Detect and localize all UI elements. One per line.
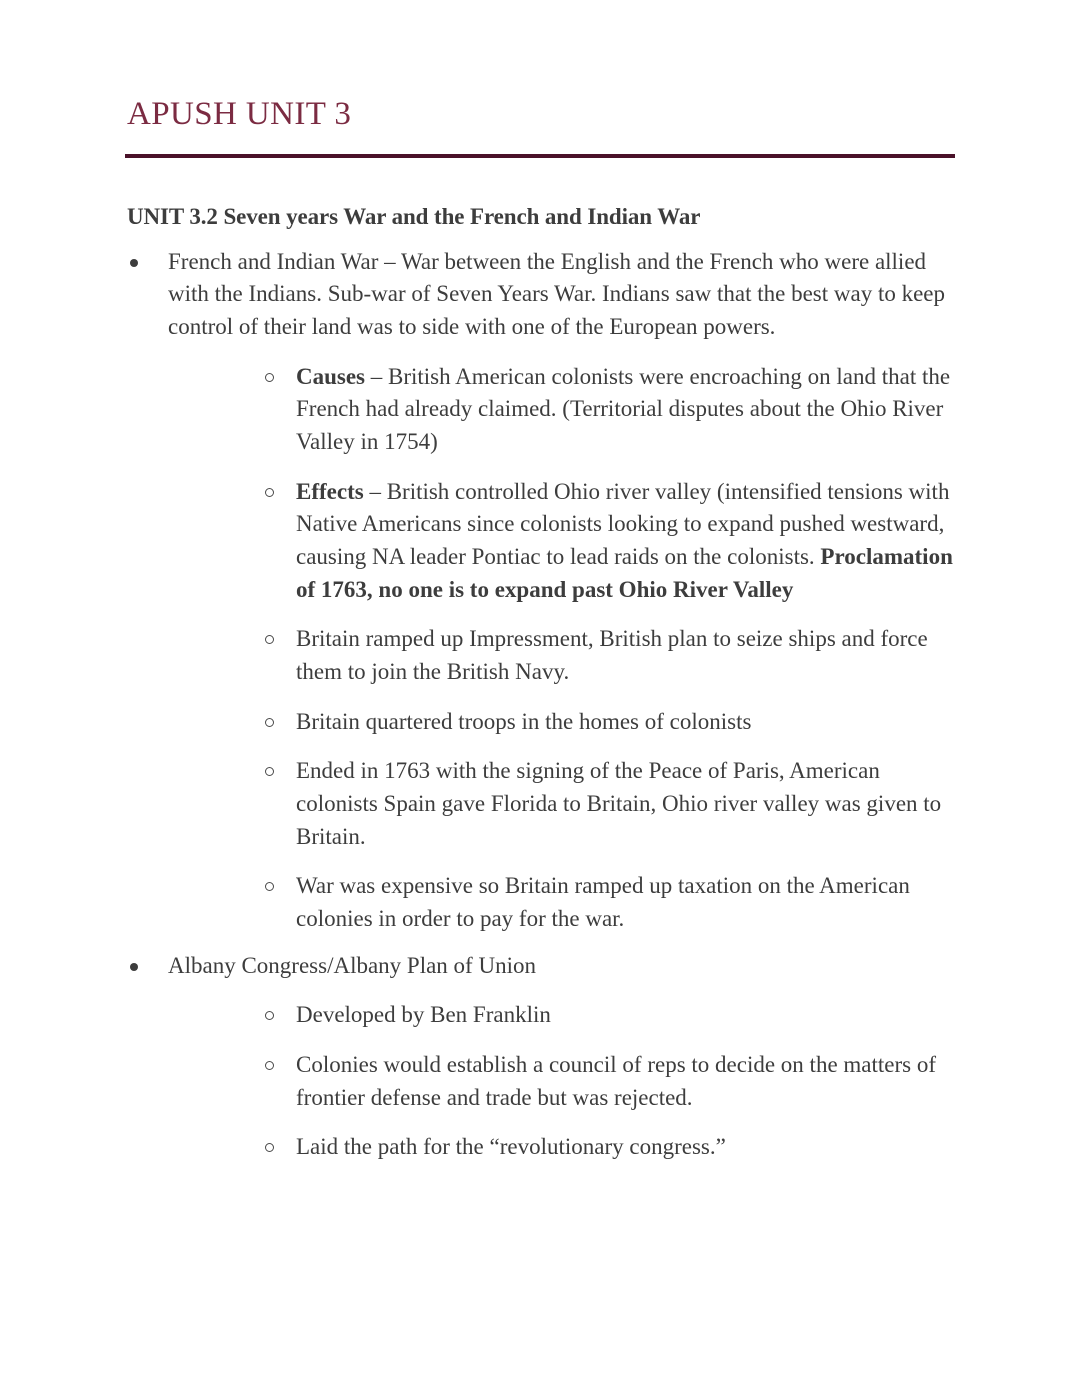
list-item [243,1131,957,1164]
section-heading: UNIT 3.2 Seven years War and the French and Indian War [127,203,701,229]
sub-item-text: Colonies would establish a council of reps to decide on the matters of frontier defense and trade but was rejected. [296,1051,937,1110]
list-item [243,623,957,688]
document-body [125,96,957,1164]
list-item [243,706,957,739]
list-item [243,999,957,1032]
sub-item-trail-bold: Proclamation of 1763, no one is to expand past Ohio River Valley [296,544,953,602]
sub-item-text: Britain ramped up Impressment, British plan to seize ships and force them to join the British Navy. [296,626,928,685]
sub-item-text: Laid the path for the “revolutionary congress.” [296,1134,726,1160]
list-item [243,1049,957,1114]
list-item [243,361,957,459]
sub-item-text: War was expensive so Britain ramped up taxation on the American colonies in order to pay for the war. [296,873,910,931]
outline-list [125,246,957,1164]
sub-outline-list [168,361,957,936]
sub-item-text: – British American colonists were encroaching on land that the French had already claimed. (Territorial disputes about the Ohio River Valley in 1754) [296,363,951,455]
list-item-text: French and Indian War – War between the English and the French who were allied with the Indians. Sub-war of Seven Years War. Indians saw that the best way to keep control of their land was to side with one of the European powers. [168,248,946,340]
sub-item-text: – British controlled Ohio river valley (intensified tensions with Native Americans since colonists looking to expand pushed westward, causing NA leader Pontiac to lead raids on the colonists. [296,478,950,570]
section-heading-wrap [125,202,957,232]
sub-outline-list [168,999,957,1164]
title-horizontal-rule [125,154,955,158]
sub-item-lead-bold: Effects [296,478,364,504]
list-item [243,870,957,935]
list-item [243,476,957,607]
list-item-text: Albany Congress/Albany Plan of Union [168,952,536,978]
sub-item-text: Britain quartered troops in the homes of colonists [296,708,752,734]
sub-item-lead-bold: Causes [296,363,366,389]
list-item [125,246,957,936]
page-title: APUSH UNIT 3 [127,96,352,132]
list-item [125,950,957,1164]
list-item [243,755,957,853]
sub-item-text: Ended in 1763 with the signing of the Peace of Paris, American colonists Spain gave Florida to Britain, Ohio river valley was given to Britain. [296,758,942,849]
sub-item-text: Developed by Ben Franklin [296,1002,551,1028]
